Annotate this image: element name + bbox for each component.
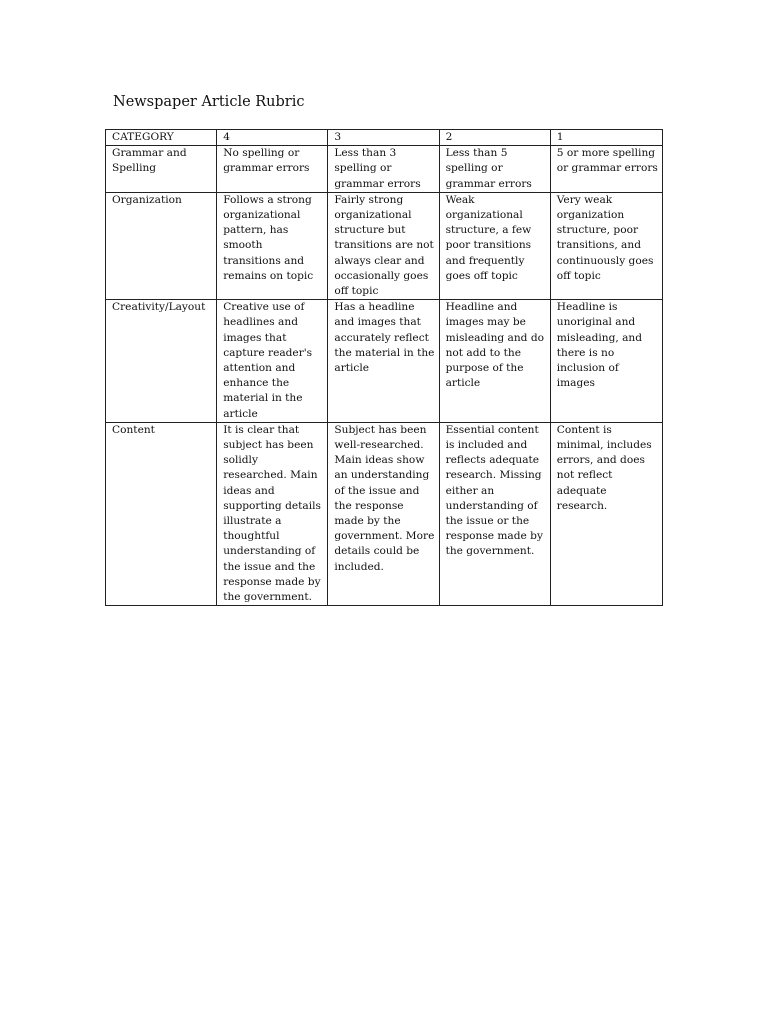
criteria-cell: Very weak organization structure, poor transitions, and continuously goes off topic: [550, 192, 662, 299]
criteria-cell: No spelling or grammar errors: [217, 146, 328, 193]
header-cell-category: CATEGORY: [106, 130, 217, 146]
criteria-cell: Essential content is included and reflects adequate research. Missing either an understanding of the issue or the response made by the government.: [439, 422, 550, 605]
header-cell-score-4: 4: [217, 130, 328, 146]
criteria-cell: Weak organizational structure, a few poor transitions and frequently goes off topic: [439, 192, 550, 299]
table-row: [106, 192, 663, 299]
criteria-cell: Headline and images may be misleading and do not add to the purpose of the article: [439, 300, 550, 423]
category-cell: Organization: [106, 192, 217, 299]
category-cell: Content: [106, 422, 217, 605]
header-cell-score-1: 1: [550, 130, 662, 146]
criteria-cell: Headline is unoriginal and misleading, and there is no inclusion of images: [550, 300, 662, 423]
table-row: [106, 422, 663, 605]
category-cell: Grammar and Spelling: [106, 146, 217, 193]
page-title: Newspaper Article Rubric: [113, 94, 305, 110]
criteria-cell: Less than 5 spelling or grammar errors: [439, 146, 550, 193]
rubric-table: [105, 129, 663, 606]
criteria-cell: Follows a strong organizational pattern, has smooth transitions and remains on topic: [217, 192, 328, 299]
criteria-cell: Fairly strong organizational structure but transitions are not always clear and occasionally goes off topic: [328, 192, 439, 299]
criteria-cell: Content is minimal, includes errors, and does not reflect adequate research.: [550, 422, 662, 605]
criteria-cell: 5 or more spelling or grammar errors: [550, 146, 662, 193]
criteria-cell: Creative use of headlines and images that capture reader's attention and enhance the material in the article: [217, 300, 328, 423]
table-row: [106, 146, 663, 193]
criteria-cell: Subject has been well-researched. Main ideas show an understanding of the issue and the response made by the government. More details could be included.: [328, 422, 439, 605]
criteria-cell: Has a headline and images that accurately reflect the material in the article: [328, 300, 439, 423]
header-cell-score-2: 2: [439, 130, 550, 146]
header-cell-score-3: 3: [328, 130, 439, 146]
criteria-cell: Less than 3 spelling or grammar errors: [328, 146, 439, 193]
category-cell: Creativity/Layout: [106, 300, 217, 423]
table-row: [106, 300, 663, 423]
criteria-cell: It is clear that subject has been solidly researched. Main ideas and supporting details illustrate a thoughtful understanding of the issue and the response made by the government.: [217, 422, 328, 605]
table-header-row: [106, 130, 663, 146]
